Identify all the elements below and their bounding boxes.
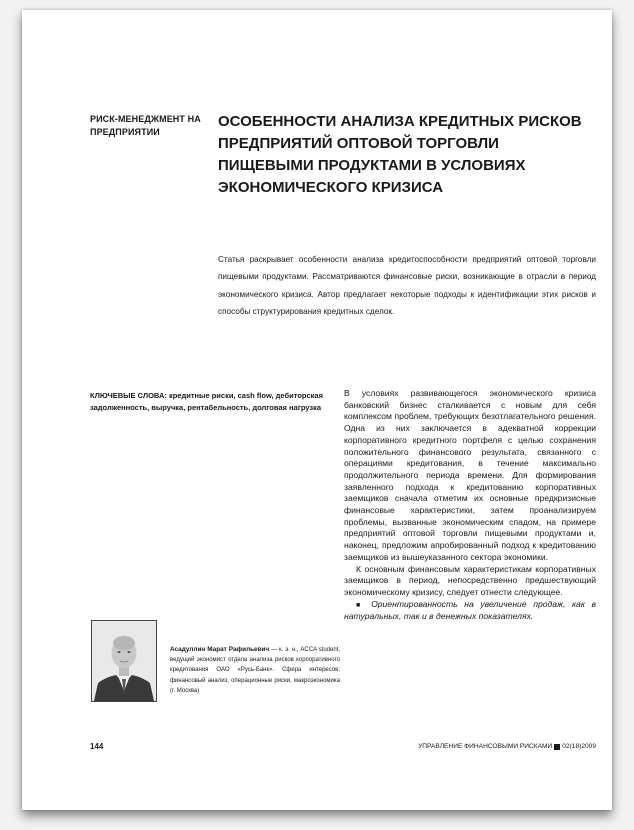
square-separator-icon xyxy=(554,744,560,750)
article-body xyxy=(344,388,596,623)
journal-name: УПРАВЛЕНИЕ ФИНАНСОВЫМИ РИСКАМИ xyxy=(418,743,553,750)
bullet-square-icon: ■ xyxy=(356,601,365,609)
journal-page xyxy=(22,10,612,810)
body-paragraph-1: В условиях развивающегося экономического кризиса банковский бизнес сталкивается с новым для себя комплексом проблем, требующих безотлагательного решения. Одна из них заключается в адекватной коррекции корпоративного кредитного портфеля с целью сохранения положительного финансового результата, связанного с операциями кредитования, в течение максимально продолжительного периода времени. Для формирования заявленного подхода к кредитованию корпоративных заемщиков сначала отметим их основные предкризисные финансовые характеристики, затем проанализируем проблемы, вызванные экономическим спадом, на примере предприятий оптовой торговли пищевыми продуктами и, наконец, предложим апробированный подход к кредитованию заемщиков из вышеуказанного сектора экономики. xyxy=(344,388,596,562)
keywords-block xyxy=(90,390,338,413)
article-abstract: Статья раскрывает особенности анализа кредитоспособности предприятий оптовой торговли пищевыми продуктами. Рассматриваются финансовые риски, возникающие в отрасли в период экономического кризиса. Автор предлагает некоторые подходы к идентификации этих рисков и способы структурирования кредитных сделок. xyxy=(218,255,596,317)
author-bio: — к. э. н., ACCA student, ведущий экономист отдела анализа рисков корпоративного кредитования ОАО «Русь-Банк». Сфера интересов: финансовый анализ, операционные риски, макроэкономика (г. Москва) xyxy=(170,647,341,694)
keywords-terms: кредитные риски, cash flow, дебиторская задолженность, выручка, рентабельность, долговая нагрузка xyxy=(90,391,323,412)
article-title: ОСОБЕННОСТИ АНАЛИЗА КРЕДИТНЫХ РИСКОВ ПРЕДПРИЯТИЙ ОПТОВОЙ ТОРГОВЛИ ПИЩЕВЫМИ ПРОДУКТАМИ В УСЛОВИЯХ ЭКОНОМИЧЕСКОГО КРИЗИСА xyxy=(218,113,582,196)
body-paragraph-2: К основным финансовым характеристикам корпоративных заемщиков в период, непосредственно предшествующий экономическому кризису, следует отнести следующее. xyxy=(344,563,596,597)
author-photo xyxy=(91,620,157,702)
author-info xyxy=(170,645,340,696)
section-rubric: РИСК-МЕНЕДЖМЕНТ НА ПРЕДПРИЯТИИ xyxy=(90,114,201,137)
list-item-1-text: Ориентированность на увеличение продаж, как в натуральных, так и в денежных показателях. xyxy=(344,598,596,622)
author-name: Асадуллин Марат Рафильевич xyxy=(170,646,270,653)
issue-number: 02(18)2009 xyxy=(562,743,596,750)
list-item-1 xyxy=(344,599,596,623)
keywords-label: КЛЮЧЕВЫЕ СЛОВА: xyxy=(90,391,167,400)
running-footer xyxy=(418,743,596,750)
author-portrait-icon xyxy=(92,621,156,701)
page-number: 144 xyxy=(90,742,104,751)
